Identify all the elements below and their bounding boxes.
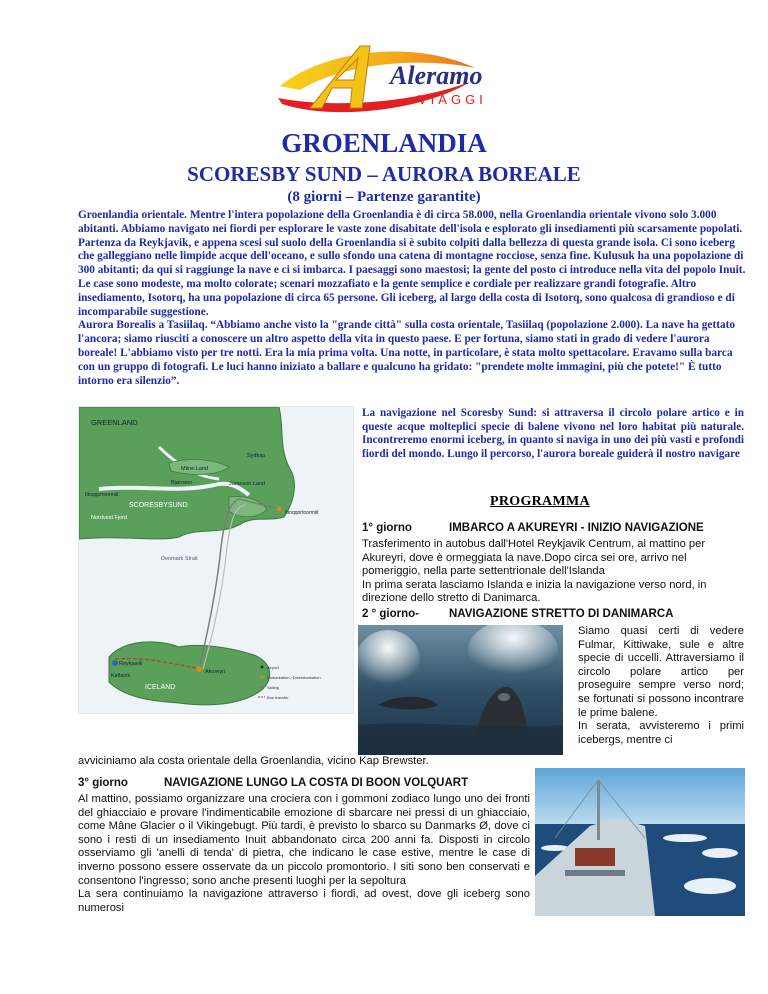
day3-text: La sera continuiamo la navigazione attraverso i fiordi, ad ovest, dove gli iceberg sono numerosi bbox=[78, 888, 530, 914]
svg-text:ICELAND: ICELAND bbox=[145, 684, 176, 691]
intro-paragraph: Groenlandia orientale. Mentre l'intera popolazione della Groenlandia è di circa 58.000, nella Groenlandia orientale vivono solo 3.000 abitanti. Abbiamo navigato nei fiordi per esplorare le vaste zone disabitate dell'isola e esplorato gli insediamenti più scarsamente popolati. Partenza da Reykjavik, e appena scesi sul suolo della Groenlandia si è subito colpiti dalla bellezza di questa grande isola. Ci sono iceberg che galleggiano nelle limpide acque dell'oceano, e sullo sfondo una catena di montagne rocciose, senza fine. Kulusuk ha una popolazione di 300 abitanti; da qui si raggiunge la nave e ci si imbarca. I paesaggi sono maestosi; la gente del posto ci introduce nella vita del popolo Inuit. Le case sono modeste, ma molto colorate; scenari mozzafiato e la gente semplice e cordiale per realizzare grandi fotografie. Altro insediamento, Isotorq, ha una popolazione di circa 65 persone. Gli iceberg, al largo della costa di Isotorq, sono qualcosa di grandioso e di incomparabile suggestione. bbox=[78, 209, 746, 318]
svg-text:Airport: Airport bbox=[267, 665, 279, 670]
ship-iceberg-photo bbox=[535, 768, 745, 916]
day3-body bbox=[78, 793, 530, 915]
day1-title: IMBARCO A AKUREYRI - INIZIO NAVIGAZIONE bbox=[449, 522, 704, 534]
day1-label: 1° giorno bbox=[362, 522, 412, 534]
svg-text:Ittoqqortoormiit: Ittoqqortoormiit bbox=[285, 510, 319, 516]
page-subtitle: SCORESBY SUND – AURORA BOREALE bbox=[187, 162, 581, 186]
svg-text:GREENLAND: GREENLAND bbox=[91, 418, 138, 427]
day2-label: 2 ° giorno- bbox=[362, 608, 419, 620]
svg-text:Milne Land: Milne Land bbox=[181, 466, 208, 472]
svg-text:Reykjavik: Reykjavik bbox=[119, 661, 143, 667]
svg-text:Denmark Strait: Denmark Strait bbox=[161, 556, 198, 562]
page-title: GROENLANDIA bbox=[281, 128, 487, 158]
svg-text:Bus transfer: Bus transfer bbox=[267, 695, 289, 700]
svg-text:Nordvest Fjord: Nordvest Fjord bbox=[91, 515, 128, 521]
route-map bbox=[78, 406, 354, 714]
duration-note: (8 giorni – Partenze garantite) bbox=[287, 189, 481, 205]
svg-text:Akureyri: Akureyri bbox=[205, 669, 226, 675]
intro-text bbox=[78, 209, 746, 388]
svg-text:SCORESBYSUND: SCORESBYSUND bbox=[129, 502, 188, 509]
svg-text:Aleramo: Aleramo bbox=[390, 61, 483, 90]
day2-text: In serata, avvisteremo i primi icebergs, mentre ci bbox=[578, 720, 744, 746]
day3-title: NAVIGAZIONE LUNGO LA COSTA DI BOON VOLQUART bbox=[164, 777, 469, 789]
whale-photo bbox=[358, 625, 563, 755]
svg-text:Sydkap: Sydkap bbox=[247, 453, 266, 459]
program-heading: PROGRAMMA bbox=[490, 494, 590, 509]
day2-text-continued: avviciniamo ala costa orientale della Groenlandia, vicino Kap Brewster. bbox=[78, 755, 429, 767]
day2-title: NAVIGAZIONE STRETTO DI DANIMARCA bbox=[449, 608, 674, 620]
svg-text:Keflavik: Keflavik bbox=[111, 673, 131, 679]
day2-body bbox=[578, 625, 744, 747]
day2-text: Siamo quasi certi di vedere Fulmar, Kittiwake, sule e altre specie di uccelli. Attraversiamo il circolo polare artico per proseguire sempre verso nord; se fortunati si possono incontrare le prime balene. bbox=[578, 625, 744, 719]
day1-text: Trasferimento in autobus dall'Hotel Reykjavik Centrum, al mattino per Akureyri, dove è ormeggiata la nave.Dopo circa sei ore, arrivo nel pomeriggio, nella parte settentrionale dell'Islanda bbox=[362, 538, 706, 578]
svg-text:Ittoqqortoormiit: Ittoqqortoormiit bbox=[85, 492, 119, 498]
day1-body bbox=[362, 538, 744, 606]
svg-text:Jameson Land: Jameson Land bbox=[229, 481, 266, 487]
svg-text:Sailing: Sailing bbox=[267, 685, 280, 690]
day1-text: In prima serata lasciamo Islanda e inizia la navigazione verso nord, in direzione dello stretto di Danimarca. bbox=[362, 578, 707, 605]
map-description: La navigazione nel Scoresby Sund: si attraversa il circolo polare artico e in queste acque molteplici specie di balene vivono nel loro habitat più naturale. Incontreremo enormi iceberg, in quanto si naviga in uno dei più vasti e profondi fiordi del mondo. Lungo il percorso, l'aurora boreale guiderà il nostro navigare bbox=[362, 407, 744, 460]
svg-text:Bjørnøer: Bjørnøer bbox=[171, 480, 193, 486]
day3-label: 3° giorno bbox=[78, 777, 128, 789]
svg-text:VIAGGI: VIAGGI bbox=[418, 92, 487, 107]
intro-paragraph: Aurora Borealis a Tasiilaq. “Abbiamo anche visto la "grande città" sulla costa orientale, Tasiilaq (popolazione 2.000). La nave ha gettato l'ancora; siamo riusciti a conoscere un altro aspetto della vita in questo paese. E per fortuna, siamo stati in grado di vedere l'aurora boreale! L'abbiamo visto per tre notti. Era la mia prima volta. Una notte, in particolare, è stata molto spettacolare. Eravamo sulla barca con un gruppo di fotografi. Le luci hanno iniziato a ballare e qualcuno ha gridato: "prendete molte immagini, più che potete!" È tutto intorno era silenzio”. bbox=[78, 319, 736, 387]
aleramo-viaggi-logo bbox=[270, 38, 530, 120]
svg-text:Embarkation / Disembarkation: Embarkation / Disembarkation bbox=[267, 675, 321, 680]
day3-text: Al mattino, possiamo organizzare una crociera con i gommoni zodiaco lungo uno dei fronti del ghiacciaio e provare l'indimenticabile emozione di sbarcare nei pressi di un ghiacciaio, come Mâne Glacier o il Vikingebugt. Più tardi, è previsto lo sbarco su Danmarks Ø, dove ci sono i resti di un insediamento Inuit abbandonato circa 200 anni fa. Disposti in circolo osserviamo gli 'anelli di tenda' di pietra, che indicano le case estive, mentre le case di inverno possono essere osservate da un piccolo promontorio. I siti sono ben conservati e consentono l'ingresso; sono anche presenti luoghi per la sepoltura bbox=[78, 793, 530, 887]
